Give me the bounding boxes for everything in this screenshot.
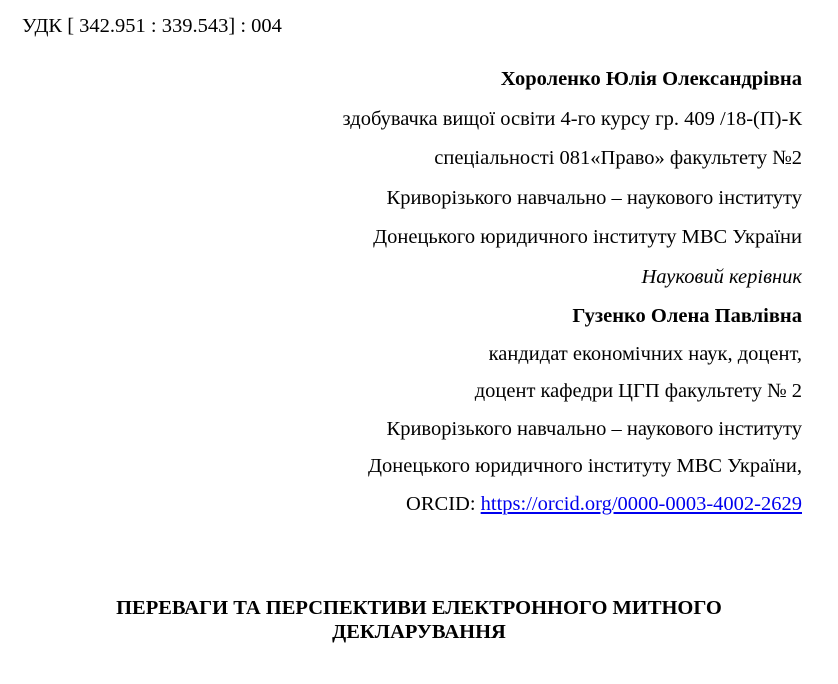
author-block (343, 66, 802, 528)
supervisor-affiliation-line: доцент кафедри ЦГП факультету № 2 (474, 380, 802, 402)
orcid-label: ORCID: (406, 492, 476, 515)
supervisor-affiliation-line: Донецького юридичного інституту МВС України, (368, 455, 802, 477)
orcid-link[interactable]: https://orcid.org/0000-0003-4002-2629 (480, 492, 802, 515)
article-title-line: ПЕРЕВАГИ ТА ПЕРСПЕКТИВИ ЕЛЕКТРОННОГО МИТНОГО (116, 597, 722, 619)
udk-code: УДК [ 342.951 : 339.543] : 004 (22, 15, 282, 37)
author-affiliation-line: спеціальності 081«Право» факультету №2 (434, 147, 802, 169)
supervisor-affiliation-line: кандидат економічних наук, доцент, (488, 342, 802, 365)
article-title (0, 596, 838, 644)
author-name: Хороленко Юлія Олександрівна (500, 68, 802, 90)
supervisor-affiliation-line: Криворізького навчально – наукового інституту (386, 417, 802, 440)
author-affiliation-line: здобувачка вищої освіти 4-го курсу гр. 409 /18-(П)-К (342, 107, 802, 130)
article-title-line: ДЕКЛАРУВАННЯ (332, 621, 506, 643)
supervisor-name: Гузенко Олена Павлівна (572, 305, 802, 327)
orcid-line (343, 491, 802, 529)
author-affiliation-line: Криворізького навчально – наукового інституту (386, 186, 802, 209)
supervisor-role: Науковий керівник (641, 265, 802, 288)
author-affiliation-line: Донецького юридичного інституту МВС України (373, 226, 802, 248)
